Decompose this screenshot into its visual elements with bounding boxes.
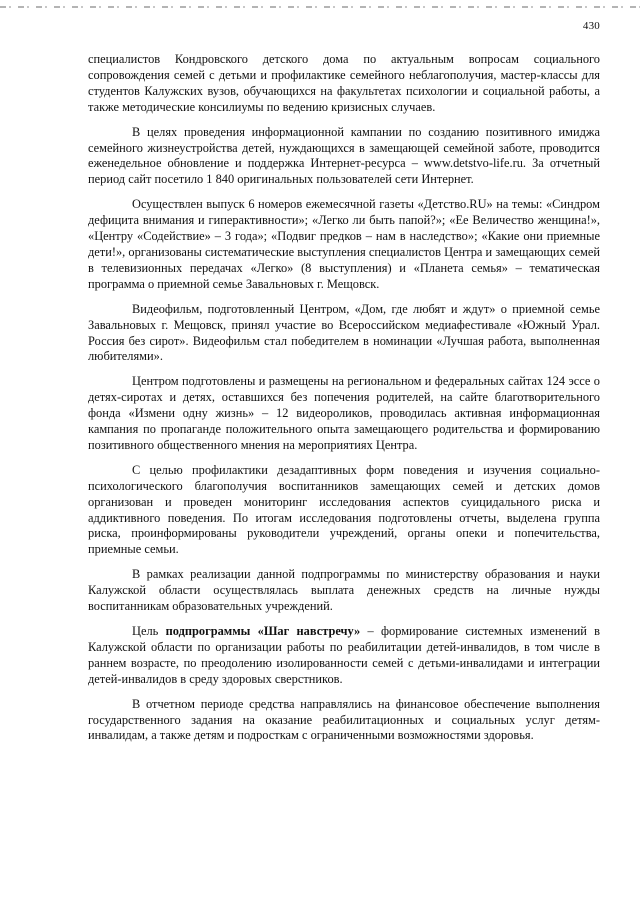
paragraph-3: Осуществлен выпуск 6 номеров ежемесячной газеты «Детство.RU» на темы: «Синдром дефицита внимания и гиперактивности»; «Легко ли быть папой?»; «Ее Величество женщина!», «Центру «Содействие» – 3 года»; «Подвиг предков – нам в наследство»; «Какие они приемные дети!», организованы систематические выступления специалистов Центра и замещающих семей в телевизионных передачах «Легко» (8 выступления) и «Планета семья» – тематическая программа о приемной семье Завальновых г. Мещовск. <box>88 197 600 291</box>
paragraph-6: С целью профилактики дезадаптивных форм поведения и изучения социально-психологического благополучия воспитанников замещающих семей и детских домов организован и проведен мониторинг исследования аспектов суицидального риска и аддиктивного поведения. По итогам исследования подготовлены отчеты, выделена группа риска, проинформированы руководители учреждений, органы опеки и попечительства, приемные семьи. <box>88 462 600 557</box>
page-number: 430 <box>582 20 600 32</box>
paragraph-1: специалистов Кондровского детского дома по актуальным вопросам социального сопровождения семей с детьми и профилактике семейного неблагополучия, мастер-классы для студентов Калужских вузов, обучающихся на факультетах психологии и социальной работы, а также методические консилиумы по ведению кризисных случаев. <box>88 52 600 114</box>
document-body <box>88 52 600 751</box>
paragraph-2: В целях проведения информационной кампании по созданию позитивного имиджа семейного жизнеустройства детей, нуждающихся в замещающей семейной заботе, проводится еженедельное обновление и поддержка Интернет-ресурса – www.detstvo-life.ru. За отчетный период сайт посетило 1 840 оригинальных пользователей сети Интернет. <box>88 124 600 187</box>
goal-subprogram-title: подпрограммы «Шаг навстречу» <box>165 624 361 638</box>
scan-artifact-line <box>0 6 640 8</box>
paragraph-5: Центром подготовлены и размещены на региональном и федеральных сайтах 124 эссе о детях-сиротах и детях, оставшихся без попечения родителей, на сайте благотворительного фонда «Измени одну жизнь» – 12 видеороликов, проводилась активная информационная кампания по пропаганде положительного опыта замещающего родительства и формированию позитивного общественного мнения на мероприятиях Центра. <box>88 374 600 452</box>
goal-description: – формирование системных изменений в Калужской области по организации работы по реабилитации детей-инвалидов, в том числе в раннем возрасте, по преодолению изолированности семей с детьми-инвалидами и интеграции детей-инвалидов в среду здоровых сверстников. <box>88 624 600 686</box>
goal-lead: Цель <box>132 624 159 638</box>
goal-paragraph <box>88 624 600 688</box>
paragraph-7: В рамках реализации данной подпрограммы по министерству образования и науки Калужской области осуществлялась выплата денежных средств на личные нужды воспитанникам образовательных учреждений. <box>88 567 600 614</box>
final-paragraph: В отчетном периоде средства направлялись на финансовое обеспечение выполнения государственного задания на оказание реабилитационных и социальных услуг детям-инвалидам, а также детям и подросткам с ограниченными возможностями здоровья. <box>88 696 600 743</box>
paragraph-4: Видеофильм, подготовленный Центром, «Дом, где любят и ждут» о приемной семье Завальновых г. Мещовск, принял участие во Всероссийском медиафестивале «Южный Урал. Россия без сирот». Видеофильм стал победителем в номинации «Лучшая работа, выполненная любителями». <box>88 301 600 364</box>
